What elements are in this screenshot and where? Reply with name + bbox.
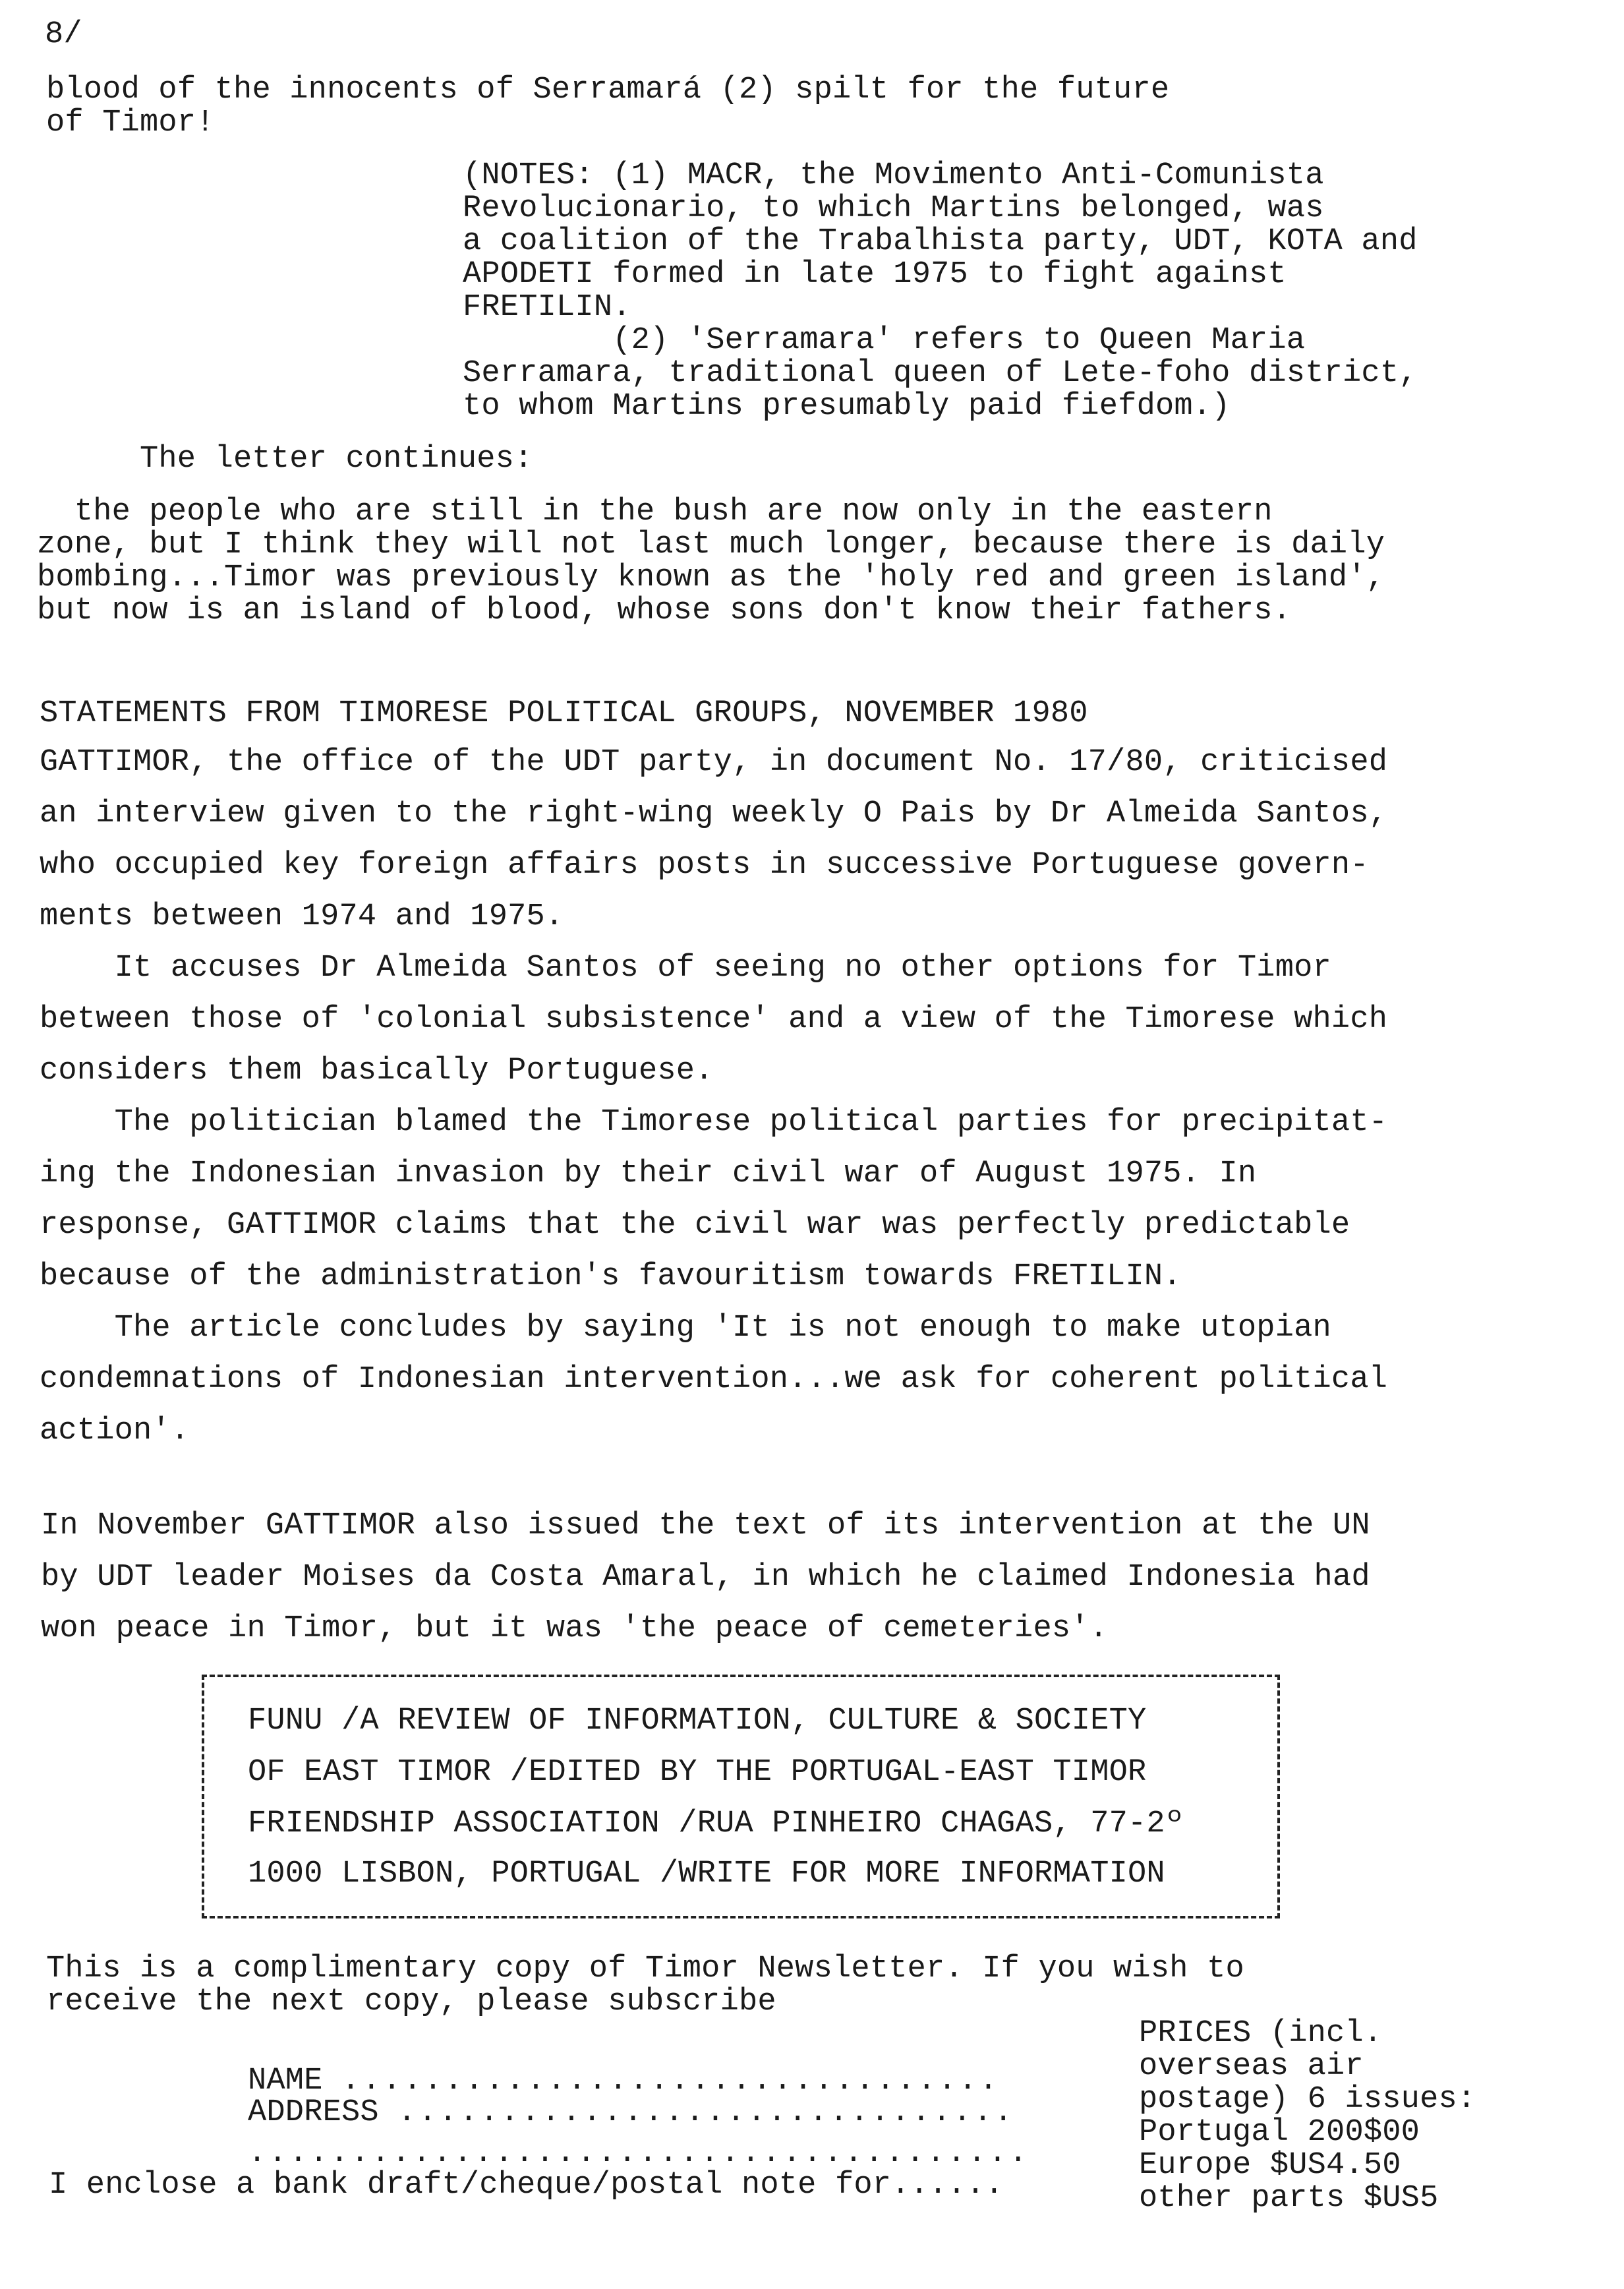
advert-line: FRIENDSHIP ASSOCIATION /RUA PINHEIRO CHAGAS, 77-2º (248, 1806, 1184, 1841)
advert-line: FUNU /A REVIEW OF INFORMATION, CULTURE & SOCIETY (248, 1704, 1147, 1739)
text-line: overseas air (1139, 2049, 1364, 2084)
text-line: The article concludes by saying 'It is not enough to make utopian (40, 1311, 1331, 1346)
text-line: In November GATTIMOR also issued the text of its intervention at the UN (41, 1508, 1370, 1543)
name-field[interactable]: ................................ (341, 2064, 1000, 2098)
notes-block (463, 160, 1418, 423)
text-line: ing the Indonesian invasion by their civil war of August 1975. In (40, 1156, 1257, 1191)
text-line: PRICES (incl. (1139, 2016, 1383, 2051)
text-line: action'. (40, 1413, 190, 1448)
text-line: zone, but I think they will not last much longer, because there is daily (37, 527, 1385, 562)
page-number: 8/ (45, 17, 82, 52)
letter-intro: The letter continues: (140, 442, 533, 477)
text-line: who occupied key foreign affairs posts in successive Portuguese govern- (40, 848, 1369, 883)
text-line: to whom Martins presumably paid fiefdom.) (463, 389, 1231, 424)
address-label: ADDRESS (248, 2095, 379, 2130)
text-line: (2) 'Serramara' refers to Queen Maria (463, 323, 1306, 358)
text-line: between those of 'colonial subsistence' and a view of the Timorese which (40, 1002, 1388, 1037)
text-line: APODETI formed in late 1975 to fight against (463, 257, 1287, 292)
letter-quote (37, 496, 1385, 628)
text-line: but now is an island of blood, whose sons don't know their fathers. (37, 593, 1292, 628)
text-line: Portugal 200$00 (1139, 2115, 1420, 2150)
text-line: ments between 1974 and 1975. (40, 899, 564, 934)
text-line: It accuses Dr Almeida Santos of seeing no other options for Timor (40, 951, 1331, 986)
text-line: the people who are still in the bush are now only in the eastern (37, 494, 1273, 529)
complimentary-note (46, 1953, 1244, 2019)
text-line: condemnations of Indonesian intervention...we ask for coherent political (40, 1362, 1388, 1397)
advert-line: OF EAST TIMOR /EDITED BY THE PORTUGAL-EAST TIMOR (248, 1755, 1147, 1790)
text-line: This is a complimentary copy of Timor Newsletter. If you wish to (46, 1951, 1244, 1986)
text-line: bombing...Timor was previously known as the 'holy red and green island', (37, 560, 1385, 595)
text-line: The politician blamed the Timorese political parties for precipitat- (40, 1105, 1388, 1140)
funu-advert-box (202, 1675, 1280, 1918)
text-line: postage) 6 issues: (1139, 2082, 1476, 2117)
text-line: response, GATTIMOR claims that the civil war was perfectly predictable (40, 1208, 1350, 1243)
text-line: won peace in Timor, but it was 'the peace of cemeteries'. (41, 1611, 1109, 1646)
text-line: (NOTES: (1) MACR, the Movimento Anti-Comunista (463, 158, 1324, 193)
enclose-line: I enclose a bank draft/cheque/postal note for...... (49, 2168, 1004, 2203)
section-body (40, 737, 1387, 1457)
text-line: by UDT leader Moises da Costa Amaral, in which he claimed Indonesia had (41, 1560, 1370, 1595)
november-paragraph (41, 1501, 1370, 1655)
name-label: NAME (248, 2064, 323, 2098)
section-heading: STATEMENTS FROM TIMORESE POLITICAL GROUPS, NOVEMBER 1980 (40, 696, 1088, 731)
text-line: a coalition of the Trabalhista party, UDT, KOTA and (463, 224, 1418, 259)
address-field-line-2[interactable]: ...................................... (248, 2136, 1030, 2171)
text-line: FRETILIN. (463, 290, 631, 325)
text-line: of Timor! (46, 105, 215, 140)
text-line: considers them basically Portuguese. (40, 1054, 714, 1088)
address-field[interactable]: .............................. (397, 2095, 1015, 2130)
text-line: other parts $US5 (1139, 2181, 1439, 2216)
text-line: Europe $US4.50 (1139, 2148, 1401, 2183)
advert-line: 1000 LISBON, PORTUGAL /WRITE FOR MORE INFORMATION (248, 1857, 1165, 1891)
text-line: GATTIMOR, the office of the UDT party, in document No. 17/80, criticised (40, 745, 1388, 780)
text-line: an interview given to the right-wing weekly O Pais by Dr Almeida Santos, (40, 796, 1388, 831)
text-line: blood of the innocents of Serramará (2) spilt for the future (46, 73, 1170, 107)
text-line: Revolucionario, to which Martins belonged, was (463, 191, 1324, 226)
text-line: Serramara, traditional queen of Lete-foho district, (463, 356, 1418, 391)
text-line: receive the next copy, please subscribe (46, 1984, 776, 2019)
prices-block (1139, 2017, 1476, 2215)
opening-paragraph (46, 74, 1169, 140)
text-line: because of the administration's favouritism towards FRETILIN. (40, 1259, 1182, 1294)
